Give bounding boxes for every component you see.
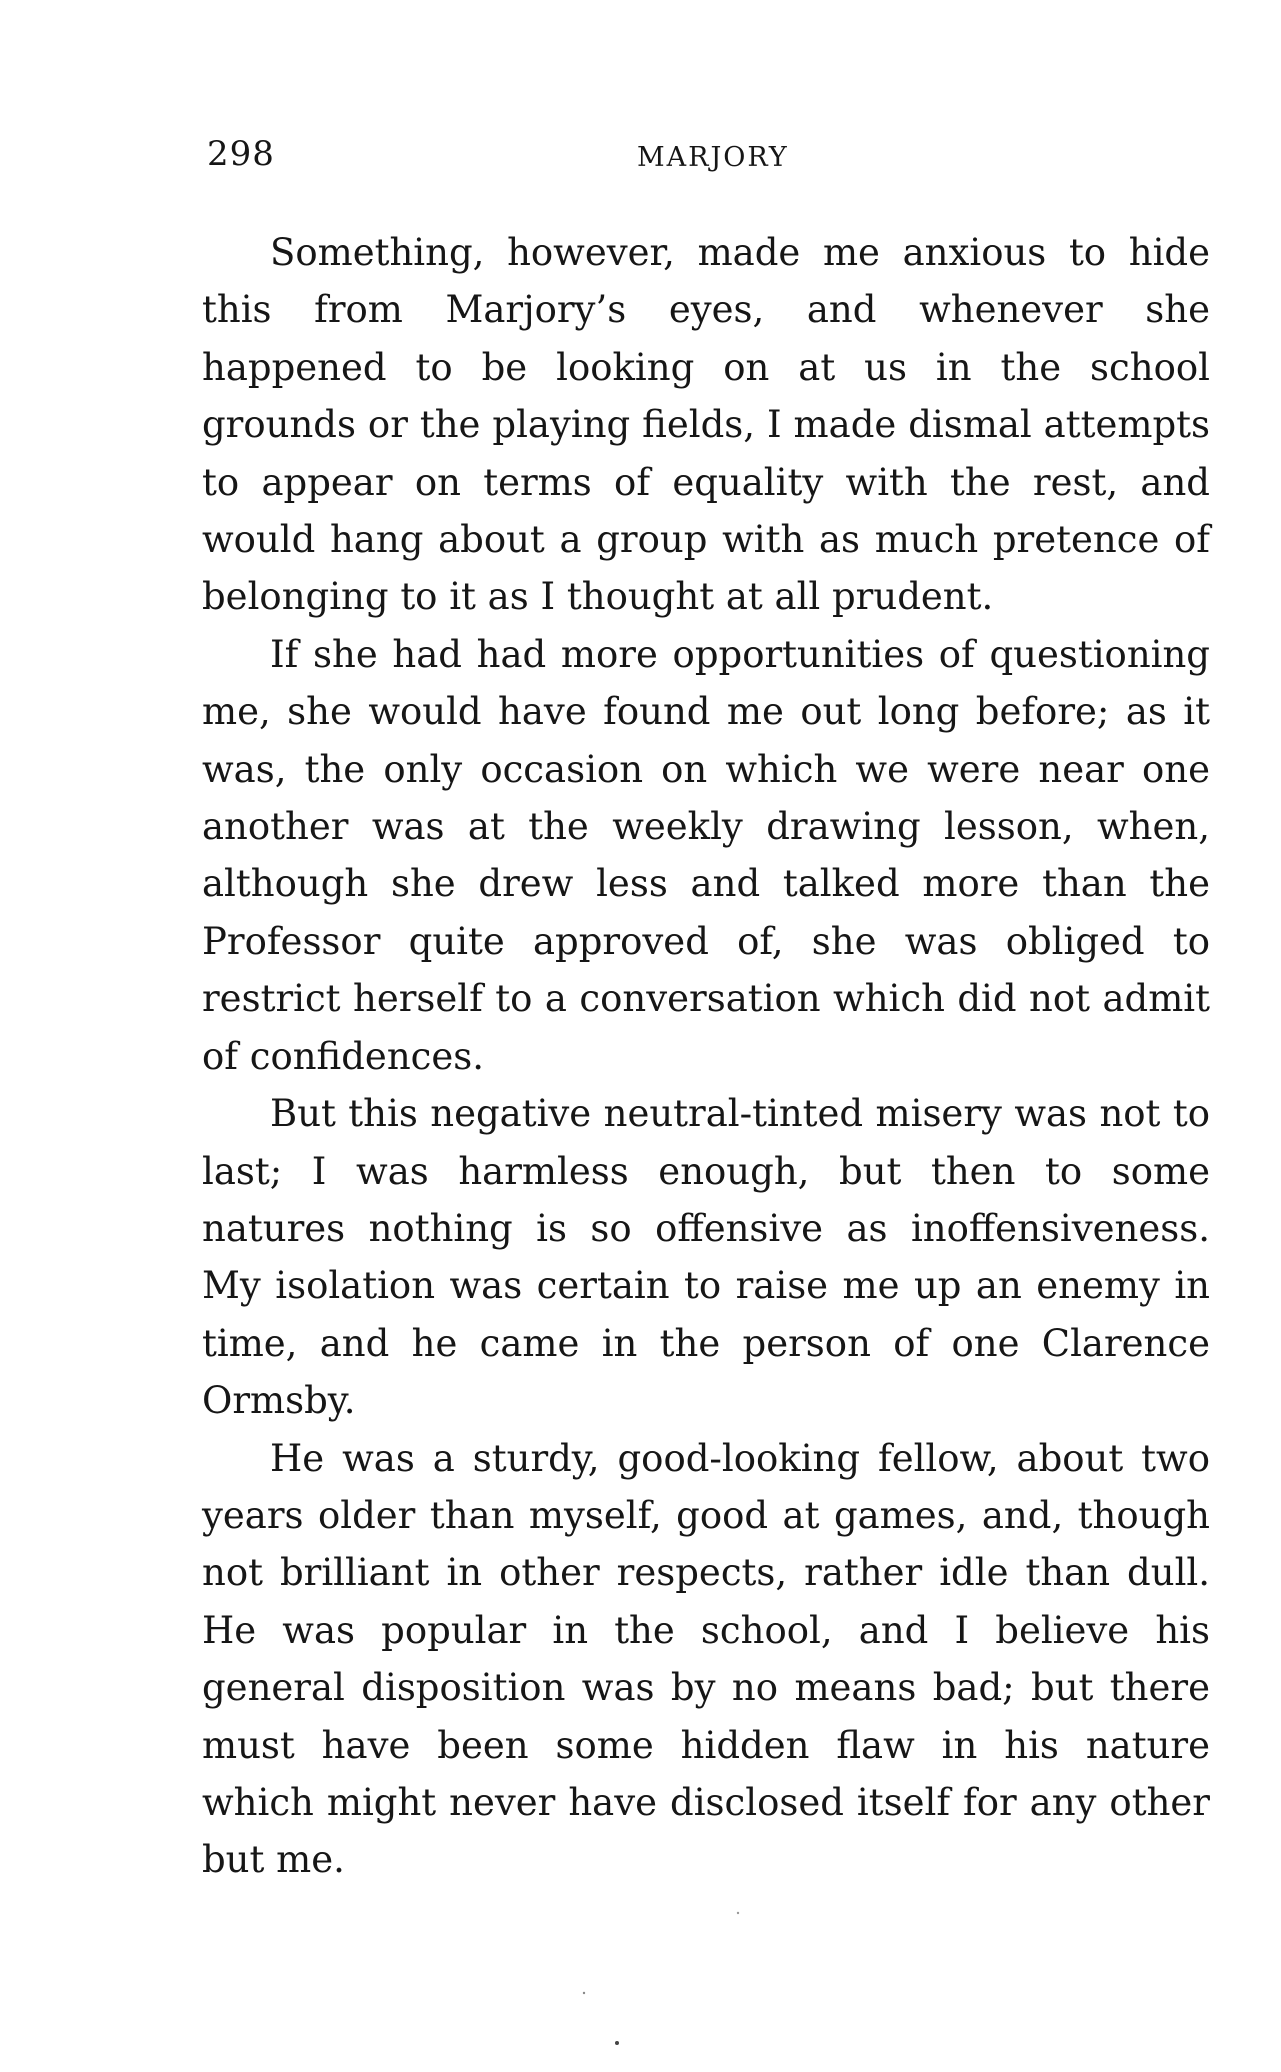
scan-speck <box>737 1912 739 1914</box>
paragraph-2: If she had had more opportunities of questioning me, she would have found me out long before; as it was, the only occasion on which we were near one another was at the weekly drawing lesson, when, although she drew less and talked more than the Professor quite approved of, she was obliged to restrict herself to a conversation which did not admit of confidences. <box>202 632 1210 1078</box>
scan-speck <box>583 1992 585 1994</box>
paragraph-4: He was a sturdy, good-looking fellow, about two years older than myself, good at games, and, though not brilliant in other respects, rather idle than dull. He was popular in the school, and I believe his general disposition was by no means bad; but there must have been some hidden flaw in his nature which might never have disclosed itself for any other but me. <box>202 1436 1210 1882</box>
running-title: MARJORY <box>637 142 789 173</box>
page-number: 298 <box>207 134 275 174</box>
scan-speck <box>615 2041 619 2045</box>
paragraph-3: But this negative neutral-tinted misery was not to last; I was harmless enough, but then to some natures nothing is so offensive as inoffensiveness. My isolation was certain to raise me up an enemy in time, and he came in the person of one Clarence Ormsby. <box>202 1092 1210 1423</box>
paragraph-1: Something, however, made me anxious to hide this from Marjory’s eyes, and whenever she happened to be looking on at us in the school grounds or the playing fields, I made dismal attempts to appear on terms of equality with the rest, and would hang about a group with as much pretence of belonging to it as I thought at all prudent. <box>202 231 1210 619</box>
